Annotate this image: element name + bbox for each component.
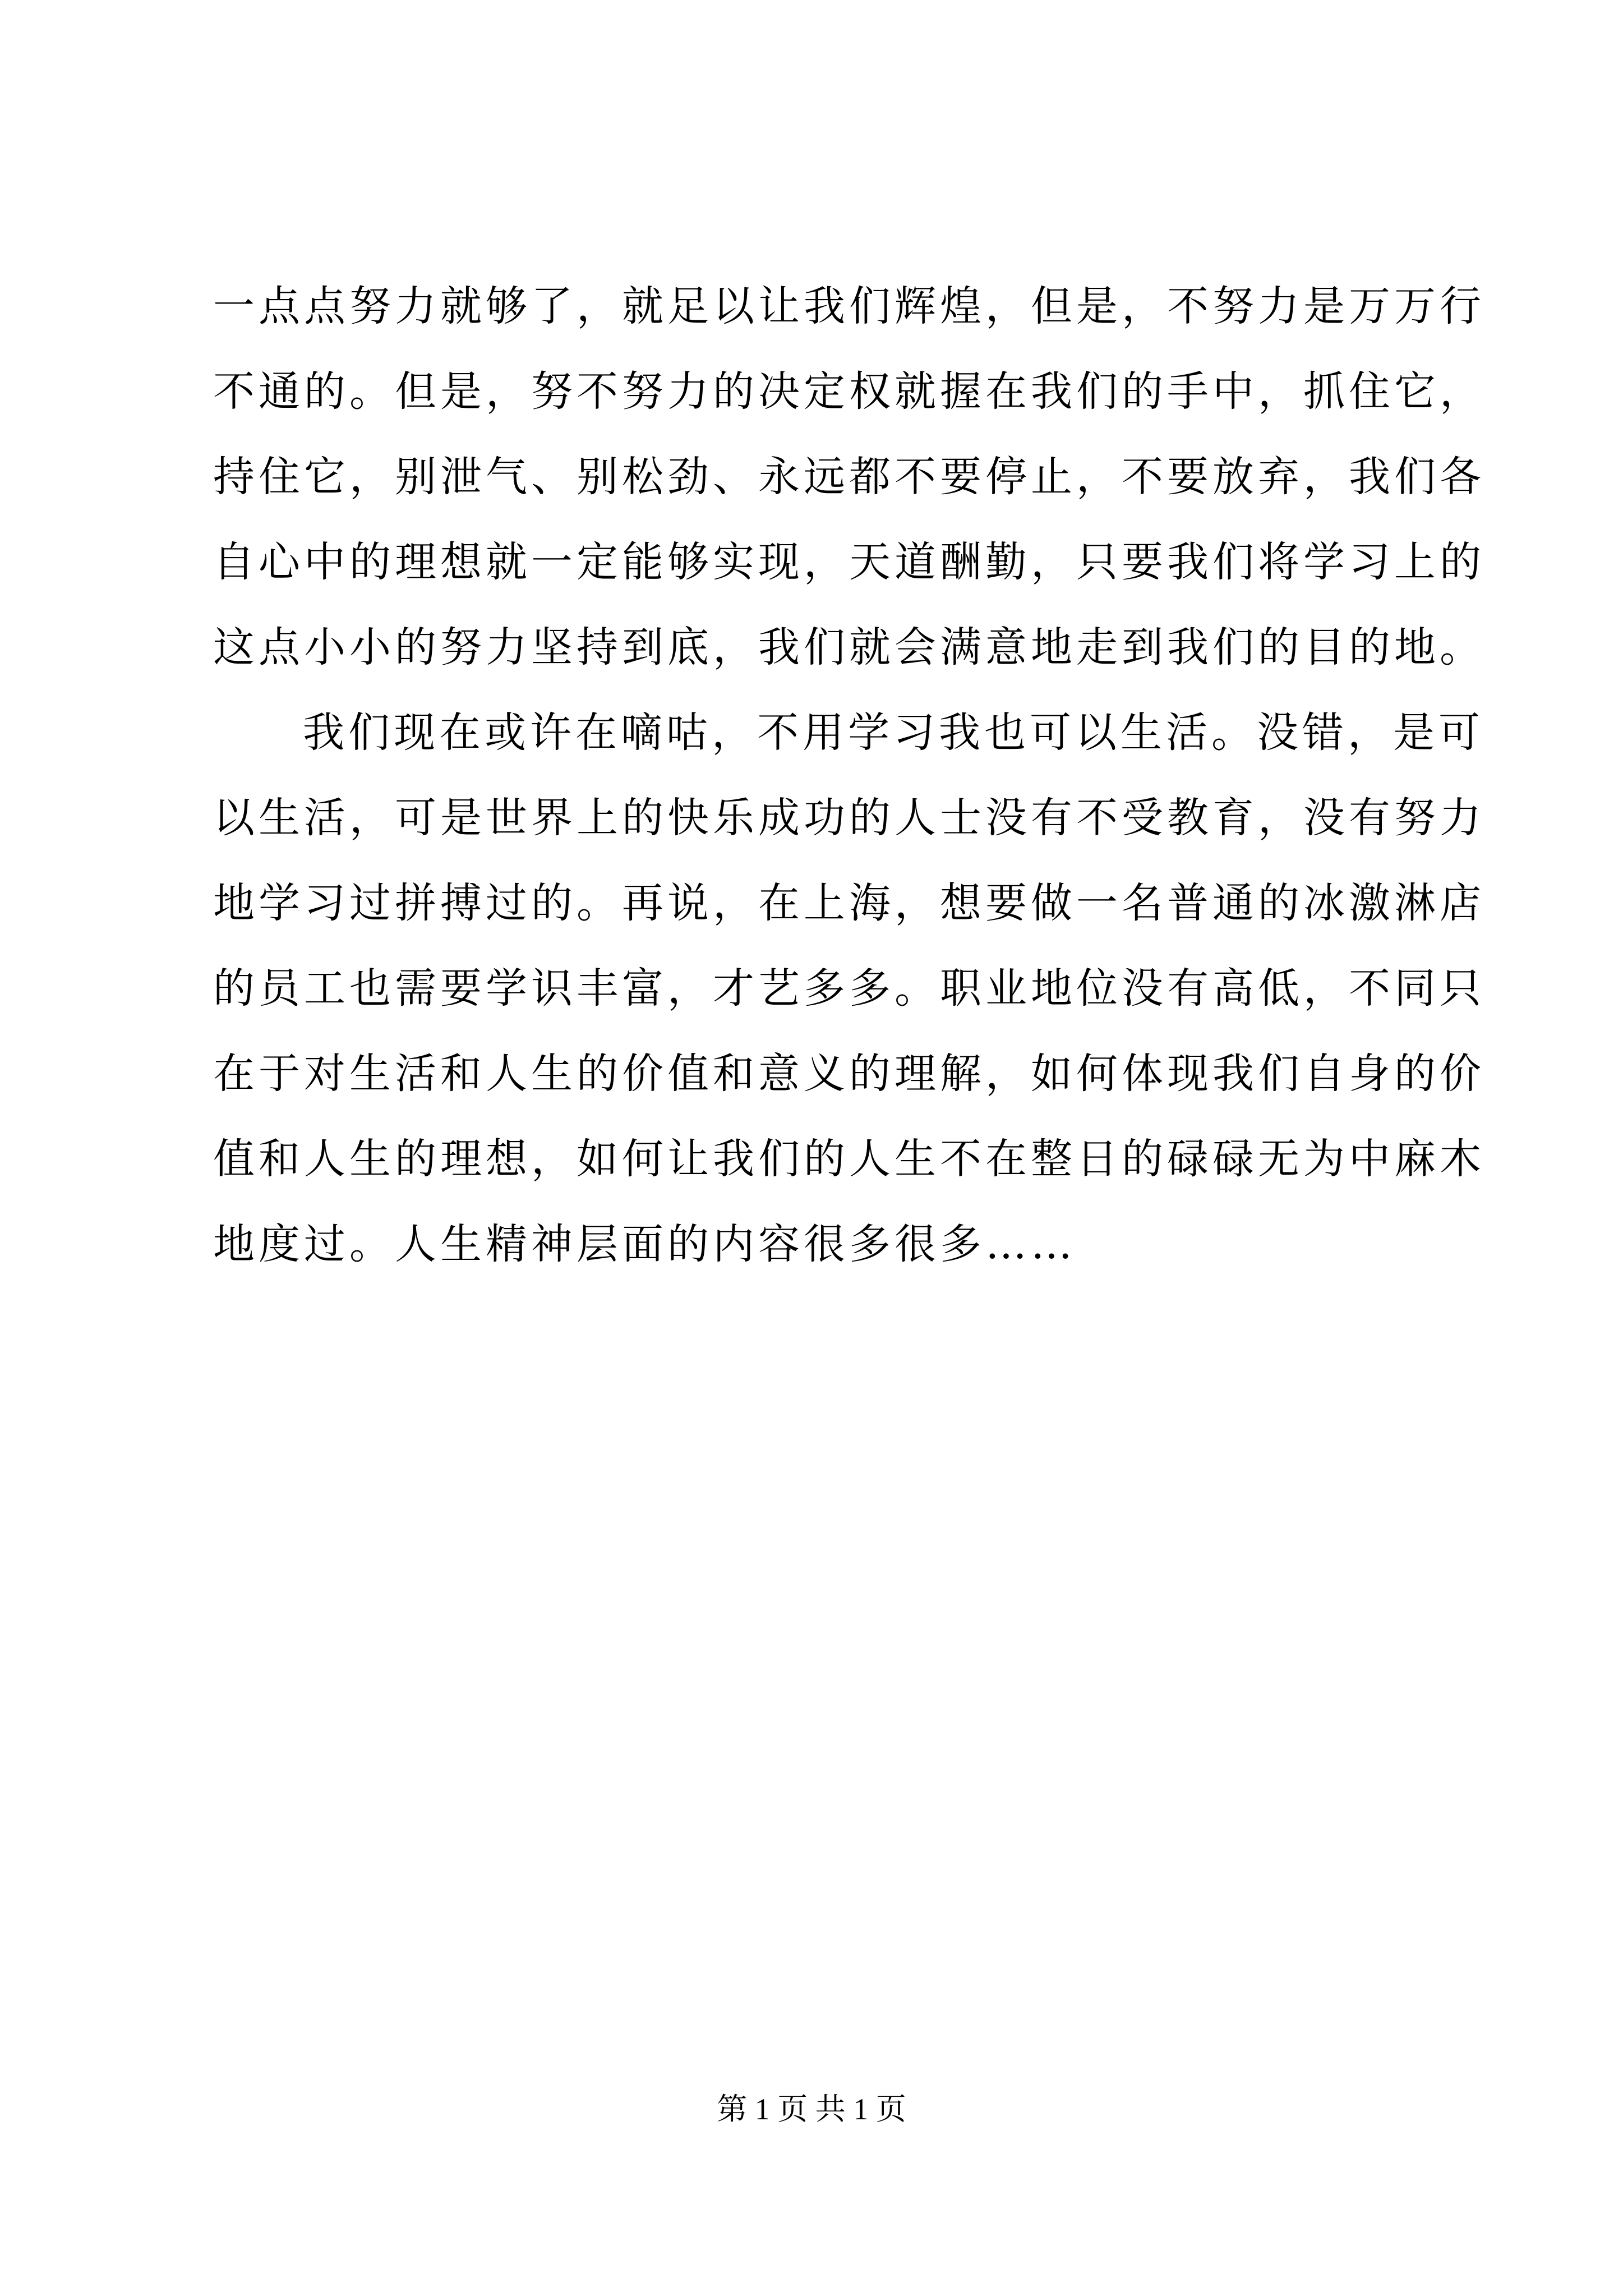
text-line: 值和人生的理想，如何让我们的人生不在整日的碌碌无为中麻木 <box>213 1135 1485 1183</box>
text-line: 不通的。但是，努不努力的决定权就握在我们的手中，抓住它， <box>213 367 1485 416</box>
text-line: 自心中的理想就一定能够实现，天道酬勤，只要我们将学习上的 <box>213 538 1485 586</box>
page-footer <box>0 2087 1623 2132</box>
text-line: 持住它，别泄气、别松劲、永远都不要停止，不要放弃，我们各 <box>213 453 1485 501</box>
text-line: 在于对生活和人生的价值和意义的理解，如何体现我们自身的价 <box>213 1050 1485 1098</box>
text-line: 地学习过拼搏过的。再说，在上海，想要做一名普通的冰激淋店 <box>213 879 1485 927</box>
text-line: 以生活，可是世界上的快乐成功的人士没有不受教育，没有努力 <box>213 794 1485 842</box>
body-text <box>213 264 1485 1287</box>
page-number: 第 1 页 共 1 页 <box>717 2092 906 2126</box>
text-line: 一点点努力就够了，就足以让我们辉煌，但是，不努力是万万行 <box>213 282 1485 330</box>
text-line: 地度过。人生精神层面的内容很多很多…… <box>213 1220 1076 1268</box>
text-line: 这点小小的努力坚持到底，我们就会满意地走到我们的目的地。 <box>213 623 1485 671</box>
paragraph-first-line: 我们现在或许在嘀咕，不用学习我也可以生活。没错，是可 <box>303 708 1484 757</box>
text-line: 的员工也需要学识丰富，才艺多多。职业地位没有高低，不同只 <box>213 964 1485 1013</box>
